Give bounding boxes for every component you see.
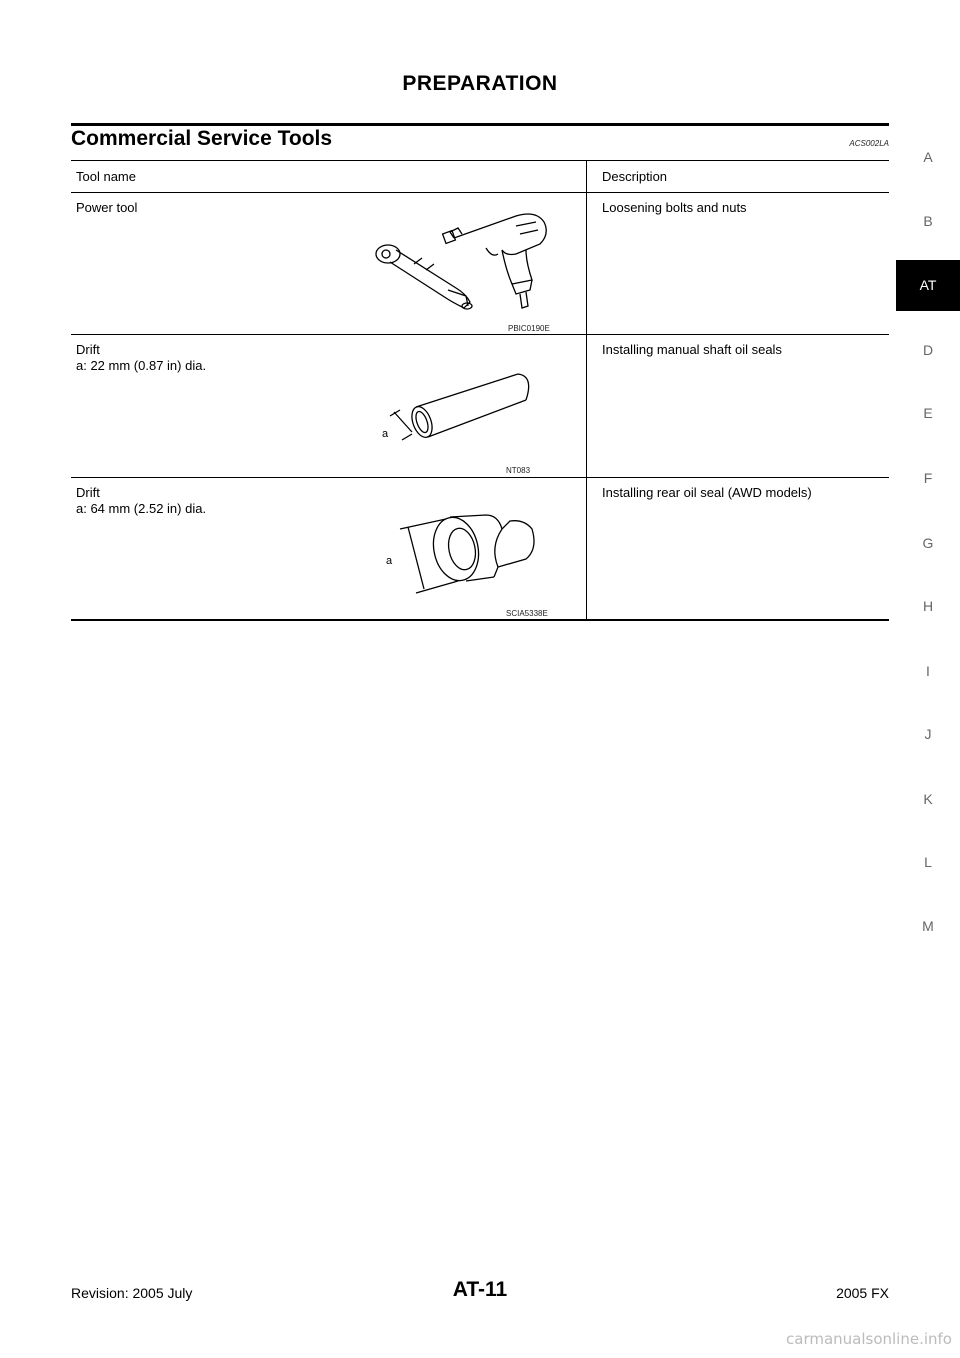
tab-d[interactable]: D — [922, 342, 934, 358]
tool-name: Drift — [76, 342, 100, 357]
section-rule — [71, 123, 889, 126]
footer-page-number: AT-11 — [452, 1278, 508, 1301]
section-code: ACS002LA — [849, 139, 889, 148]
tab-at[interactable]: AT — [896, 260, 960, 311]
description-cell: Loosening bolts and nuts — [602, 200, 747, 215]
tab-b[interactable]: B — [923, 213, 933, 229]
header-tool-name: Tool name — [71, 161, 587, 193]
description-cell: Installing manual shaft oil seals — [602, 342, 782, 357]
tab-m[interactable]: M — [922, 918, 934, 934]
figure-code: SCIA5338E — [506, 609, 548, 618]
tool-name-cell — [71, 193, 587, 335]
tab-a[interactable]: A — [923, 149, 933, 165]
tab-j[interactable]: J — [924, 726, 932, 742]
figure-label: a — [382, 428, 389, 440]
tab-k[interactable]: K — [923, 791, 933, 807]
tab-h[interactable]: H — [922, 598, 934, 614]
table-header-row — [71, 161, 889, 193]
table-row — [71, 193, 889, 335]
watermark: carmanualsonline.info — [786, 1330, 952, 1348]
figure-code: PBIC0190E — [508, 324, 550, 333]
figure-code: NT083 — [506, 466, 531, 475]
tool-name-cell — [71, 478, 587, 621]
tool-dimension: a: 64 mm (2.52 in) dia. — [76, 501, 207, 516]
tab-f[interactable]: F — [923, 470, 933, 486]
header-description: Description — [602, 169, 668, 184]
stepped-drift-illustration — [386, 499, 546, 599]
tab-e[interactable]: E — [923, 405, 933, 421]
tab-g[interactable]: G — [922, 535, 934, 551]
footer-revision: Revision: 2005 July — [71, 1285, 193, 1301]
drift-tube-illustration — [386, 370, 546, 450]
section-title: Commercial Service Tools — [71, 127, 333, 150]
table-row — [71, 335, 889, 478]
tab-i[interactable]: I — [926, 663, 930, 679]
section-tabs — [896, 120, 960, 950]
power-tool-illustration — [366, 210, 566, 320]
tool-dimension: a: 22 mm (0.87 in) dia. — [76, 358, 207, 373]
figure-label: a — [386, 555, 393, 567]
tools-table — [71, 160, 889, 621]
tool-name-cell — [71, 335, 587, 478]
tool-name: Drift — [76, 485, 100, 500]
page-title: PREPARATION — [402, 72, 558, 95]
table-row — [71, 478, 889, 621]
footer-model: 2005 FX — [836, 1285, 889, 1301]
description-cell: Installing rear oil seal (AWD models) — [602, 485, 812, 500]
tab-l[interactable]: L — [924, 854, 932, 870]
tool-name: Power tool — [76, 200, 138, 215]
